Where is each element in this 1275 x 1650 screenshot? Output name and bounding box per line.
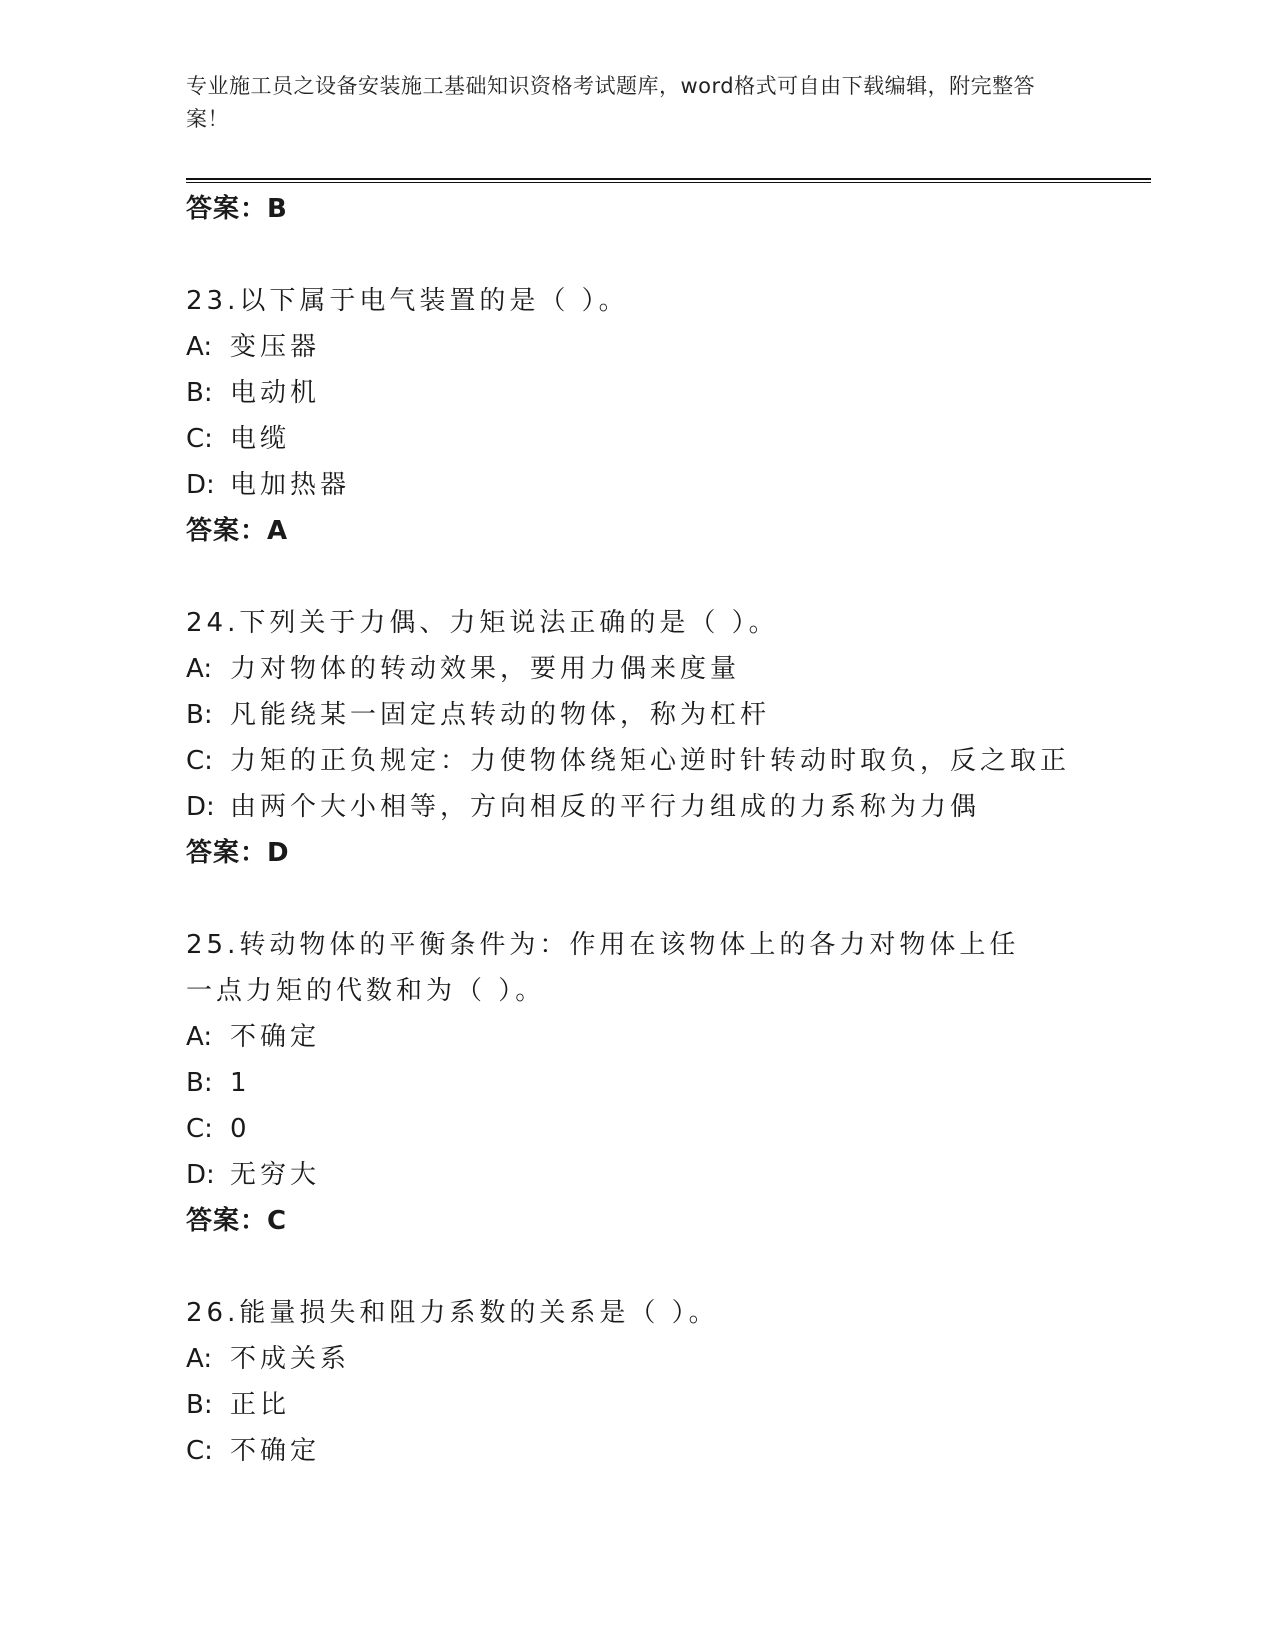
- option-line: [186, 784, 1151, 830]
- option-key: D:: [186, 1160, 215, 1190]
- option-line: [186, 1152, 1151, 1198]
- question-stem: 26.能量损失和阻力系数的关系是（ ）。: [186, 1298, 719, 1328]
- option-line: [186, 646, 1151, 692]
- question-block: [186, 1290, 1151, 1474]
- option-line: [186, 1336, 1151, 1382]
- option-text: 无穷大: [230, 1160, 321, 1190]
- question-block: [186, 278, 1151, 554]
- answer-line: 答案：A: [186, 516, 289, 546]
- option-text: 变压器: [230, 332, 321, 362]
- option-line: [186, 1106, 1151, 1152]
- spacer: [186, 1244, 1151, 1290]
- option-text: 正比: [230, 1390, 291, 1420]
- option-text: 凡能绕某一固定点转动的物体，称为杠杆: [230, 700, 771, 730]
- option-line: [186, 1060, 1151, 1106]
- option-key: B:: [186, 700, 213, 730]
- spacer: [186, 876, 1151, 922]
- question-stem: 24.下列关于力偶、力矩说法正确的是（ ）。: [186, 608, 779, 638]
- option-line: [186, 738, 1151, 784]
- option-key: A:: [186, 1344, 213, 1374]
- option-line: [186, 692, 1151, 738]
- spacer: [186, 232, 1151, 278]
- option-key: C:: [186, 1436, 213, 1466]
- option-text: 不确定: [230, 1436, 321, 1466]
- option-key: A:: [186, 1022, 213, 1052]
- question-stem: 25.转动物体的平衡条件为：作用在该物体上的各力对物体上任一点力矩的代数和为（ ）。: [186, 930, 1020, 1006]
- option-text: 1: [230, 1068, 251, 1098]
- answer-line: 答案：D: [186, 838, 290, 868]
- option-line: [186, 324, 1151, 370]
- answer-line: 答案：C: [186, 1206, 288, 1236]
- option-text: 电动机: [230, 378, 321, 408]
- answer-line: 答案：B: [186, 194, 288, 224]
- option-line: [186, 1382, 1151, 1428]
- option-line: [186, 370, 1151, 416]
- document-body: [186, 186, 1151, 1474]
- option-text: 不确定: [230, 1022, 321, 1052]
- option-line: [186, 416, 1151, 462]
- option-text: 电缆: [230, 424, 291, 454]
- option-line: [186, 462, 1151, 508]
- option-key: D:: [186, 792, 215, 822]
- question-block: [186, 600, 1151, 876]
- option-key: A:: [186, 654, 213, 684]
- option-line: [186, 1428, 1151, 1474]
- option-key: D:: [186, 470, 215, 500]
- option-text: 由两个大小相等，方向相反的平行力组成的力系称为力偶: [230, 792, 981, 822]
- spacer: [186, 554, 1151, 600]
- question-block: [186, 922, 1151, 1244]
- option-text: 力对物体的转动效果，要用力偶来度量: [230, 654, 741, 684]
- document-page: [186, 0, 1151, 1650]
- option-line: [186, 1014, 1151, 1060]
- option-key: C:: [186, 746, 213, 776]
- option-text: 电加热器: [230, 470, 351, 500]
- option-key: A:: [186, 332, 213, 362]
- document-header: 专业施工员之设备安装施工基础知识资格考试题库，word格式可自由下载编辑，附完整答案！: [186, 74, 1036, 131]
- option-key: B:: [186, 1068, 213, 1098]
- option-key: C:: [186, 424, 213, 454]
- option-text: 0: [230, 1114, 251, 1144]
- option-key: C:: [186, 1114, 213, 1144]
- option-key: B:: [186, 1390, 213, 1420]
- option-text: 不成关系: [230, 1344, 351, 1374]
- option-key: B:: [186, 378, 213, 408]
- header-divider: [186, 178, 1151, 183]
- option-text: 力矩的正负规定：力使物体绕矩心逆时针转动时取负，反之取正: [230, 746, 1071, 776]
- question-stem: 23.以下属于电气装置的是（ ）。: [186, 286, 629, 316]
